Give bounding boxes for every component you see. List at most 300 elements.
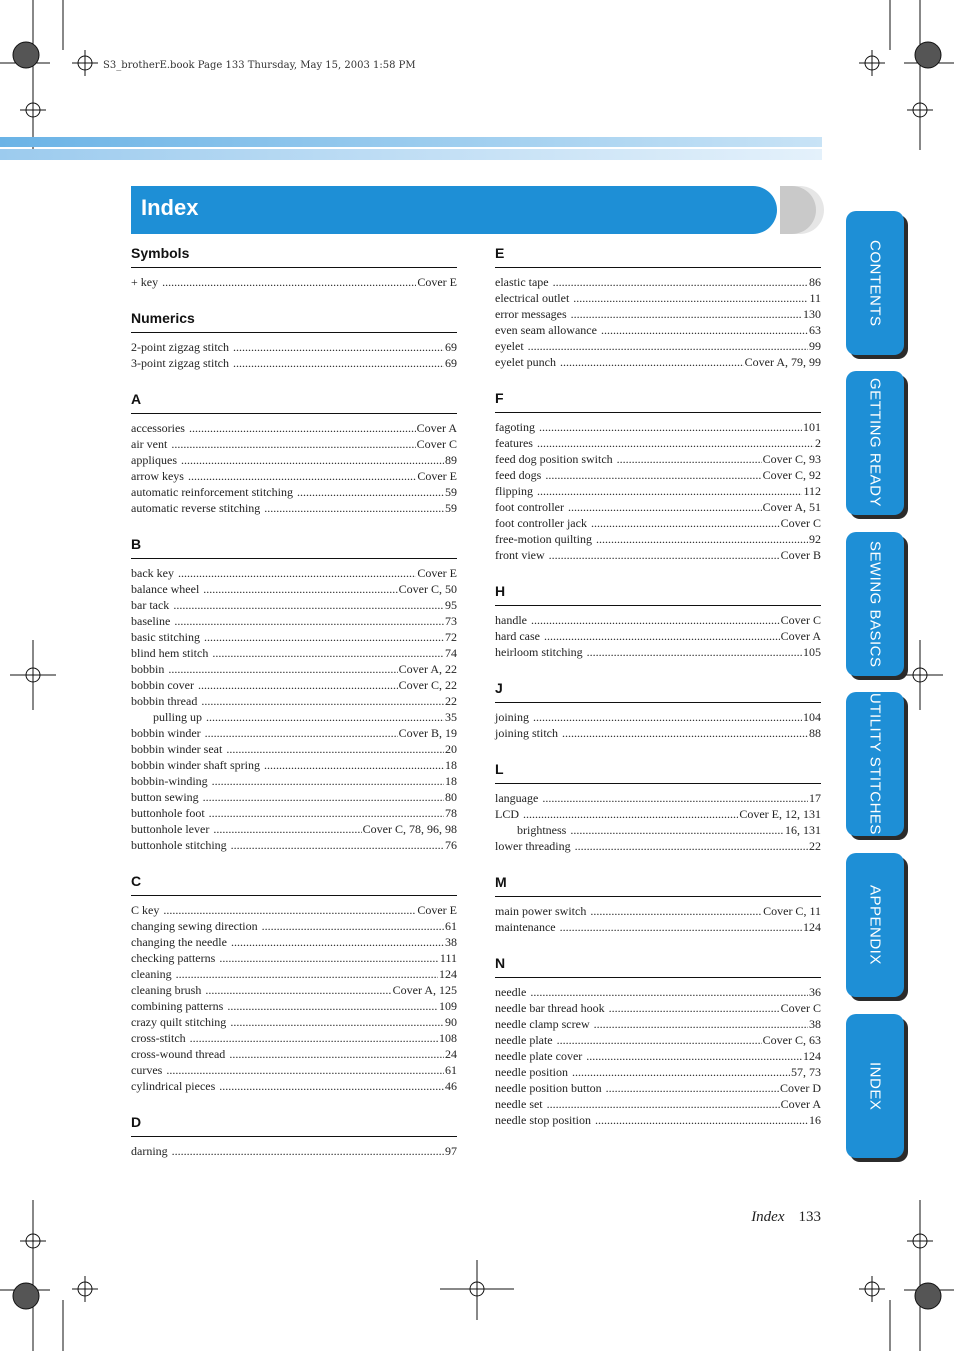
- entry-page: Cover C: [780, 516, 821, 530]
- index-entry: [495, 435, 821, 451]
- index-entry: [131, 677, 457, 693]
- index-entry: [131, 757, 457, 773]
- entry-term: buttonhole foot: [131, 806, 205, 820]
- entry-page: Cover A, 51: [762, 500, 821, 514]
- index-section: [495, 874, 821, 935]
- entry-term: 3-point zigzag stitch: [131, 356, 229, 370]
- dot-leader: [528, 338, 808, 354]
- dot-leader: [171, 436, 415, 452]
- dot-leader: [227, 998, 438, 1014]
- entry-page: Cover B: [780, 548, 821, 562]
- entry-term: foot controller: [495, 500, 564, 514]
- dot-leader: [537, 483, 802, 499]
- dot-leader: [206, 709, 444, 725]
- section-heading: A: [131, 391, 457, 414]
- dot-leader: [203, 581, 397, 597]
- entry-page: Cover C, 92: [762, 468, 821, 482]
- index-entry: [495, 290, 821, 306]
- entry-term: needle plate: [495, 1033, 553, 1047]
- entry-page: Cover A, 22: [398, 662, 457, 676]
- index-entry: [495, 499, 821, 515]
- index-entry: [131, 1046, 457, 1062]
- index-entry: [495, 306, 821, 322]
- index-column-right: [495, 245, 821, 1148]
- index-entry: [131, 966, 457, 982]
- entry-term: hard case: [495, 629, 540, 643]
- entry-page: 69: [445, 356, 457, 370]
- dot-leader: [560, 919, 802, 935]
- dot-leader: [226, 741, 444, 757]
- entry-term: front view: [495, 548, 545, 562]
- dot-leader: [233, 355, 444, 371]
- index-entry: [131, 1030, 457, 1046]
- entry-page: Cover C: [780, 613, 821, 627]
- entry-page: 69: [445, 340, 457, 354]
- dot-leader: [595, 1112, 808, 1128]
- index-entry: [495, 919, 821, 935]
- tab-utility-stitches[interactable]: UTILITY STITCHES: [846, 692, 904, 836]
- header-band: [0, 137, 822, 147]
- entry-page: 130: [803, 307, 821, 321]
- dot-leader: [205, 725, 398, 741]
- dot-leader: [231, 934, 444, 950]
- index-entry: [495, 612, 821, 628]
- entry-page: 97: [445, 1144, 457, 1158]
- dot-leader: [568, 499, 762, 515]
- footer-label: Index: [751, 1209, 785, 1225]
- index-entry: [495, 1080, 821, 1096]
- entry-term: brightness: [517, 823, 567, 837]
- dot-leader: [545, 467, 761, 483]
- entry-page: 35: [445, 710, 457, 724]
- entry-page: 95: [445, 598, 457, 612]
- index-entry: [495, 644, 821, 660]
- entry-page: Cover E: [417, 903, 457, 917]
- index-entry: [131, 468, 457, 484]
- entry-page: 92: [809, 532, 821, 546]
- entry-page: 111: [439, 951, 457, 965]
- index-section: [495, 761, 821, 854]
- entry-page: 22: [445, 694, 457, 708]
- entry-page: 17: [809, 791, 821, 805]
- entry-term: checking patterns: [131, 951, 216, 965]
- dot-leader: [609, 1000, 780, 1016]
- entry-term: even seam allowance: [495, 323, 597, 337]
- index-entry: [495, 628, 821, 644]
- entry-term: lower threading: [495, 839, 571, 853]
- entry-page: 61: [445, 919, 457, 933]
- entry-term: cleaning: [131, 967, 172, 981]
- header-band-lower: [0, 149, 822, 160]
- dot-leader: [523, 806, 738, 822]
- index-entry: [495, 451, 821, 467]
- entry-term: appliques: [131, 453, 177, 467]
- entry-page: Cover C, 22: [398, 678, 457, 692]
- entry-term: automatic reverse stitching: [131, 501, 261, 515]
- index-entry: [131, 355, 457, 371]
- entry-page: 46: [445, 1079, 457, 1093]
- entry-term: elastic tape: [495, 275, 549, 289]
- dot-leader: [606, 1080, 779, 1096]
- entry-page: 112: [803, 484, 821, 498]
- entry-term: bobbin: [131, 662, 165, 676]
- entry-page: 72: [445, 630, 457, 644]
- index-entry: [131, 645, 457, 661]
- index-entry: [131, 629, 457, 645]
- dot-leader: [176, 966, 438, 982]
- dot-leader: [601, 322, 808, 338]
- entry-term: needle stop position: [495, 1113, 591, 1127]
- entry-term: blind hem stitch: [131, 646, 209, 660]
- index-entry: [495, 725, 821, 741]
- entry-term: heirloom stitching: [495, 645, 583, 659]
- dot-leader: [262, 918, 444, 934]
- index-entry: [131, 934, 457, 950]
- index-entry: [495, 483, 821, 499]
- entry-page: 76: [445, 838, 457, 852]
- dot-leader: [204, 629, 444, 645]
- entry-page: 18: [445, 758, 457, 772]
- dot-leader: [230, 1014, 444, 1030]
- entry-page: 78: [445, 806, 457, 820]
- dot-leader: [297, 484, 444, 500]
- index-column-left: [131, 245, 457, 1179]
- entry-term: cleaning brush: [131, 983, 202, 997]
- entry-term: main power switch: [495, 904, 587, 918]
- entry-term: basic stitching: [131, 630, 200, 644]
- dot-leader: [573, 290, 808, 306]
- page-title: Index: [141, 195, 199, 220]
- section-heading: Numerics: [131, 310, 457, 333]
- tab-getting-ready[interactable]: GETTING READY: [846, 371, 904, 515]
- entry-page: 2: [815, 436, 821, 450]
- dot-leader: [181, 452, 444, 468]
- section-heading: M: [495, 874, 821, 897]
- entry-term: changing sewing direction: [131, 919, 258, 933]
- entry-term: back key: [131, 566, 174, 580]
- entry-page: Cover C, 78, 96, 98: [362, 822, 457, 836]
- index-section: [131, 245, 457, 290]
- entry-page: Cover A, 125: [392, 983, 457, 997]
- section-heading: N: [495, 955, 821, 978]
- index-entry: [495, 467, 821, 483]
- title-bar-decoration: [770, 184, 830, 236]
- entry-term: foot controller jack: [495, 516, 587, 530]
- entry-page: 86: [809, 275, 821, 289]
- tab-appendix[interactable]: APPENDIX: [846, 853, 904, 997]
- dot-leader: [205, 982, 391, 998]
- entry-term: flipping: [495, 484, 533, 498]
- entry-term: pulling up: [153, 710, 203, 724]
- index-entry: [131, 693, 457, 709]
- entry-page: 22: [809, 839, 821, 853]
- index-entry: [495, 515, 821, 531]
- dot-leader: [547, 1096, 780, 1112]
- dot-leader: [166, 1062, 444, 1078]
- entry-term: accessories: [131, 421, 185, 435]
- index-section: [131, 1114, 457, 1159]
- section-heading: L: [495, 761, 821, 784]
- index-entry: [495, 806, 821, 822]
- dot-leader: [201, 693, 444, 709]
- entry-term: eyelet punch: [495, 355, 556, 369]
- index-entry: [131, 1062, 457, 1078]
- section-heading: H: [495, 583, 821, 606]
- entry-page: Cover E, 12, 131: [739, 807, 821, 821]
- entry-term: needle plate cover: [495, 1049, 583, 1063]
- entry-term: air vent: [131, 437, 168, 451]
- entry-term: needle clamp screw: [495, 1017, 590, 1031]
- entry-page: Cover C, 50: [398, 582, 457, 596]
- entry-term: feed dog position switch: [495, 452, 613, 466]
- index-entry: [131, 950, 457, 966]
- index-entry: [131, 998, 457, 1014]
- entry-term: bobbin thread: [131, 694, 198, 708]
- entry-page: 18: [445, 774, 457, 788]
- index-section: [131, 310, 457, 371]
- index-entry: [495, 274, 821, 290]
- index-entry: [495, 531, 821, 547]
- dot-leader: [572, 1064, 790, 1080]
- entry-term: bobbin winder shaft spring: [131, 758, 260, 772]
- dot-leader: [590, 903, 762, 919]
- dot-leader: [596, 531, 808, 547]
- entry-page: 20: [445, 742, 457, 756]
- entry-page: 11: [809, 291, 821, 305]
- index-entry: [131, 805, 457, 821]
- index-entry: [131, 789, 457, 805]
- entry-page: Cover D: [780, 1081, 821, 1095]
- index-entry: [131, 837, 457, 853]
- dot-leader: [594, 1016, 808, 1032]
- entry-term: combining patterns: [131, 999, 224, 1013]
- entry-page: 16: [809, 1113, 821, 1127]
- entry-term: bobbin cover: [131, 678, 194, 692]
- index-entry: [131, 274, 457, 290]
- index-entry: [131, 452, 457, 468]
- dot-leader: [172, 1143, 444, 1159]
- dot-leader: [188, 468, 416, 484]
- entry-term: cylindrical pieces: [131, 1079, 216, 1093]
- entry-page: Cover E: [417, 469, 457, 483]
- entry-page: Cover A: [416, 421, 457, 435]
- entry-term: maintenance: [495, 920, 556, 934]
- dot-leader: [173, 597, 444, 613]
- entry-page: 80: [445, 790, 457, 804]
- entry-page: Cover C: [416, 437, 457, 451]
- entry-page: 16, 131: [785, 823, 821, 837]
- entry-term: needle bar thread hook: [495, 1001, 605, 1015]
- entry-page: 57, 73: [791, 1065, 821, 1079]
- entry-term: buttonhole stitching: [131, 838, 227, 852]
- index-entry: [131, 709, 457, 725]
- index-entry: [495, 338, 821, 354]
- index-entry: [131, 1014, 457, 1030]
- index-entry: [131, 773, 457, 789]
- index-section: [495, 390, 821, 563]
- index-entry: [495, 419, 821, 435]
- entry-term: needle set: [495, 1097, 543, 1111]
- index-entry: [495, 984, 821, 1000]
- entry-page: 36: [809, 985, 821, 999]
- index-entry: [131, 661, 457, 677]
- entry-term: + key: [131, 275, 159, 289]
- entry-page: 59: [445, 485, 457, 499]
- entry-term: eyelet: [495, 339, 524, 353]
- dot-leader: [189, 420, 416, 436]
- entry-page: 101: [803, 420, 821, 434]
- entry-term: bar tack: [131, 598, 170, 612]
- dot-leader: [209, 805, 444, 821]
- entry-term: handle: [495, 613, 527, 627]
- index-entry: [131, 581, 457, 597]
- dot-leader: [190, 1030, 438, 1046]
- entry-page: 63: [809, 323, 821, 337]
- entry-page: Cover E: [417, 566, 457, 580]
- entry-term: darning: [131, 1144, 168, 1158]
- section-heading: J: [495, 680, 821, 703]
- index-entry: [131, 821, 457, 837]
- entry-page: 124: [803, 1049, 821, 1063]
- index-entry: [131, 741, 457, 757]
- entry-term: bobbin-winding: [131, 774, 208, 788]
- dot-leader: [212, 773, 444, 789]
- index-entry: [495, 822, 821, 838]
- entry-page: 105: [803, 645, 821, 659]
- dot-leader: [557, 1032, 762, 1048]
- page-number: 133: [798, 1209, 821, 1225]
- entry-term: needle position button: [495, 1081, 602, 1095]
- entry-page: Cover E: [417, 275, 457, 289]
- index-entry: [495, 1112, 821, 1128]
- entry-page: 88: [809, 726, 821, 740]
- dot-leader: [587, 644, 802, 660]
- index-entry: [131, 436, 457, 452]
- entry-page: Cover C, 11: [763, 904, 821, 918]
- entry-page: 38: [445, 935, 457, 949]
- index-entry: [131, 725, 457, 741]
- entry-term: baseline: [131, 614, 171, 628]
- index-entry: [495, 1000, 821, 1016]
- tab-sewing-basics[interactable]: SEWING BASICS: [846, 532, 904, 676]
- index-entry: [131, 1143, 457, 1159]
- index-section: [495, 245, 821, 370]
- dot-leader: [539, 419, 802, 435]
- entry-term: needle: [495, 985, 527, 999]
- index-entry: [495, 709, 821, 725]
- section-heading: E: [495, 245, 821, 268]
- page-footer: [751, 1209, 821, 1226]
- index-section: [495, 955, 821, 1128]
- index-entry: [495, 1064, 821, 1080]
- dot-leader: [571, 306, 802, 322]
- index-entry: [131, 1078, 457, 1094]
- dot-leader: [231, 837, 444, 853]
- entry-page: 61: [445, 1063, 457, 1077]
- entry-term: button sewing: [131, 790, 199, 804]
- entry-term: cross-wound thread: [131, 1047, 226, 1061]
- index-entry: [131, 500, 457, 516]
- index-entry: [131, 565, 457, 581]
- entry-page: 99: [809, 339, 821, 353]
- dot-leader: [168, 661, 397, 677]
- entry-term: bobbin winder seat: [131, 742, 223, 756]
- entry-term: features: [495, 436, 533, 450]
- entry-page: 109: [439, 999, 457, 1013]
- entry-term: feed dogs: [495, 468, 542, 482]
- entry-term: 2-point zigzag stitch: [131, 340, 229, 354]
- section-heading: C: [131, 873, 457, 896]
- section-heading: B: [131, 536, 457, 559]
- entry-term: buttonhole lever: [131, 822, 210, 836]
- index-entry: [131, 597, 457, 613]
- index-entry: [495, 838, 821, 854]
- dot-leader: [229, 1046, 444, 1062]
- entry-term: joining stitch: [495, 726, 558, 740]
- entry-page: 59: [445, 501, 457, 515]
- entry-page: 104: [803, 710, 821, 724]
- entry-term: LCD: [495, 807, 519, 821]
- entry-page: 89: [445, 453, 457, 467]
- dot-leader: [212, 645, 444, 661]
- title-bar: [131, 186, 777, 234]
- index-entry: [495, 1048, 821, 1064]
- index-section: [131, 391, 457, 516]
- index-entry: [495, 1096, 821, 1112]
- index-entry: [495, 1016, 821, 1032]
- entry-term: balance wheel: [131, 582, 200, 596]
- dot-leader: [533, 709, 802, 725]
- dot-leader: [537, 435, 814, 451]
- entry-page: Cover C, 93: [762, 452, 821, 466]
- dot-leader: [553, 274, 808, 290]
- entry-term: needle position: [495, 1065, 568, 1079]
- dot-leader: [591, 515, 780, 531]
- entry-page: 24: [445, 1047, 457, 1061]
- index-entry: [495, 790, 821, 806]
- entry-page: Cover A: [780, 629, 821, 643]
- dot-leader: [264, 757, 444, 773]
- entry-term: electrical outlet: [495, 291, 570, 305]
- dot-leader: [198, 677, 398, 693]
- entry-page: 38: [809, 1017, 821, 1031]
- dot-leader: [530, 984, 808, 1000]
- entry-term: arrow keys: [131, 469, 184, 483]
- tab-index[interactable]: INDEX: [846, 1014, 904, 1158]
- dot-leader: [264, 500, 444, 516]
- entry-page: 124: [439, 967, 457, 981]
- dot-leader: [586, 1048, 802, 1064]
- entry-page: 74: [445, 646, 457, 660]
- dot-leader: [163, 902, 416, 918]
- tab-contents[interactable]: CONTENTS: [846, 211, 904, 355]
- print-header: S3_brotherE.book Page 133 Thursday, May 15, 2003 1:58 PM: [103, 60, 416, 71]
- dot-leader: [203, 789, 444, 805]
- dot-leader: [219, 1078, 444, 1094]
- dot-leader: [213, 821, 361, 837]
- dot-leader: [570, 822, 784, 838]
- entry-page: Cover C: [780, 1001, 821, 1015]
- index-entry: [131, 982, 457, 998]
- dot-leader: [560, 354, 744, 370]
- entry-page: 73: [445, 614, 457, 628]
- index-entry: [131, 339, 457, 355]
- index-entry: [131, 918, 457, 934]
- entry-term: bobbin winder: [131, 726, 201, 740]
- entry-term: curves: [131, 1063, 163, 1077]
- index-entry: [131, 420, 457, 436]
- entry-page: Cover A, 79, 99: [744, 355, 821, 369]
